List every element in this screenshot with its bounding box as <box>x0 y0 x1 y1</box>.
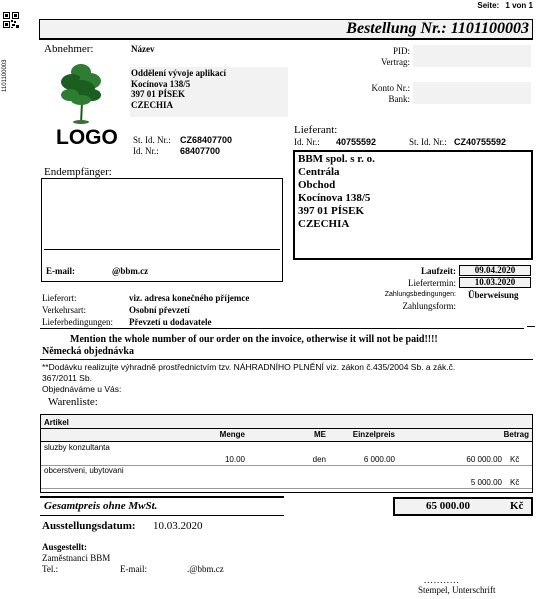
table-header-line <box>41 428 532 429</box>
buyer-id-label: Id. Nr.: <box>133 146 159 156</box>
issuer-email-value: .@bbm.cz <box>187 564 224 574</box>
recipient-label: Endempfänger: <box>44 166 112 178</box>
recipient-divider <box>44 249 280 250</box>
supplier-address-line: Kocínova 138/5 <box>298 192 371 204</box>
delivery-divider <box>40 328 524 329</box>
laufzeit-label: Laufzeit: <box>421 266 456 276</box>
note-line-1: **Dodávku realizujte výhradně prostřednictvím tzv. NÁHRADNÍHO PLNĚNÍ viz. zákon č.435/2004 Sb. a zák.č. <box>42 362 456 372</box>
subject-text: Německá objednávka <box>42 346 134 357</box>
order-title: Bestellung Nr.: 1101100003 <box>346 20 529 37</box>
supplier-address-line: CZECHIA <box>298 218 350 230</box>
issuer-name: Zaměstnanci BBM <box>42 553 111 563</box>
supplier-address-line: BBM spol. s r. o. <box>298 153 375 165</box>
buyer-address-line: CZECHIA <box>131 99 174 110</box>
table-row-currency: Kč <box>510 455 520 464</box>
tree-logo-icon <box>60 62 102 124</box>
subject-divider <box>40 359 533 360</box>
page-label: Seite: <box>477 1 500 10</box>
table-row-menge: 10.00 <box>224 455 245 464</box>
issue-value: 10.03.2020 <box>153 520 203 532</box>
table-row-divider <box>41 488 532 489</box>
qr-code-icon <box>3 12 19 44</box>
table-row-currency: Kč <box>510 478 520 487</box>
lieferort-label: Lieferort: <box>42 293 77 303</box>
supplier-id-label: Id. Nr.: <box>294 137 320 147</box>
recipient-box <box>41 178 283 282</box>
buyer-address <box>131 68 226 110</box>
konto-value <box>413 82 531 93</box>
table-row-einzelpreis: 6 000.00 <box>363 455 395 464</box>
supplier-vat-label: St. Id. Nr.: <box>409 137 447 147</box>
issue-label: Ausstellungsdatum: <box>42 520 136 532</box>
total-label: Gesamtpreis ohne MwSt. <box>44 500 158 512</box>
supplier-address <box>298 153 375 231</box>
bank-label: Bank: <box>388 94 410 104</box>
supplier-label: Lieferant: <box>294 124 338 136</box>
buyer-address-line: Kocínova 138/5 <box>131 78 191 89</box>
fold-mark <box>527 326 535 327</box>
pid-value <box>413 45 531 56</box>
total-line-top <box>40 496 284 498</box>
zahlungsbed-value: Überweisung <box>468 290 519 300</box>
vertical-order-number: 1101100003 <box>2 59 8 92</box>
note-line-3: Objednáváme u Vás: <box>42 384 122 394</box>
table-row-name: sluzby konzultanta <box>44 443 110 452</box>
liefertermin-label: Liefertermin: <box>408 278 456 288</box>
col-artikel: Artikel <box>44 418 69 427</box>
recipient-email-label: E-mail: <box>46 266 75 276</box>
lieferbed-value: Převzetí u dodavatele <box>129 317 212 327</box>
recipient-email-value: @bbm.cz <box>112 266 149 276</box>
lieferbed-label: Lieferbedingungen: <box>42 317 113 327</box>
logo-text: LOGO <box>56 126 118 149</box>
laufzeit-value: 09.04.2020 <box>459 265 531 276</box>
verkehrsart-label: Verkehrsart: <box>42 305 86 315</box>
col-me: ME <box>314 430 326 439</box>
total-line-bottom <box>40 515 284 516</box>
buyer-vat-value: CZ68407700 <box>180 135 233 145</box>
supplier-address-line: Obchod <box>298 179 336 191</box>
buyer-id-value: 68407700 <box>180 146 221 156</box>
signature-label: Stempel, Unterschrift <box>418 585 496 595</box>
issuer-label: Ausgestellt: <box>42 542 87 552</box>
total-value: 65 000.00 <box>426 500 470 512</box>
supplier-address-line: 397 01 PÍSEK <box>298 205 365 217</box>
zahlungsform-label: Zahlungsform: <box>402 301 456 311</box>
buyer-address-line: Oddělení vývoje aplikací <box>131 68 227 78</box>
konto-label: Konto Nr.: <box>371 83 410 93</box>
table-header-bottom <box>41 441 532 442</box>
supplier-id-value: 40755592 <box>336 137 377 147</box>
notice-text: Mention the whole number of our order on the invoice, otherwise it will not be paid!!!! <box>70 334 438 345</box>
signature-dots: ........... <box>424 575 460 585</box>
bank-value <box>413 93 531 104</box>
note-line-2: 367/2011 Sb. <box>42 373 92 383</box>
zahlungsbed-label: Zahlungsbedingungen: <box>384 291 456 298</box>
buyer-vat-label: St. Id. Nr.: <box>133 135 171 145</box>
warenliste-label: Warenliste: <box>48 396 98 408</box>
table-row-me: den <box>312 455 326 464</box>
lieferort-value: viz. adresa konečného příjemce <box>129 293 250 303</box>
issuer-tel-label: Tel.: <box>42 564 59 574</box>
vertrag-label: Vertrag: <box>381 57 410 67</box>
issuer-email-label: E-mail: <box>120 564 147 574</box>
vertrag-value <box>413 56 531 67</box>
table-row-betrag: 5 000.00 <box>470 478 502 487</box>
col-menge: Menge <box>219 430 245 439</box>
liefertermin-value: 10.03.2020 <box>459 277 531 288</box>
table-row-name: obcerstveni, ubytovani <box>44 466 124 475</box>
supplier-vat-value: CZ40755592 <box>454 137 507 147</box>
buyer-address-line: 397 01 PÍSEK <box>131 89 186 99</box>
buyer-label: Abnehmer: <box>44 43 94 55</box>
buyer-name-label: Název <box>131 44 155 54</box>
total-currency: Kč <box>510 500 524 512</box>
supplier-address-line: Centrála <box>298 166 340 178</box>
page-value: 1 von 1 <box>505 1 533 10</box>
col-einzelpreis: Einzelpreis <box>352 430 395 439</box>
page-number <box>477 1 533 10</box>
col-betrag: Betrag <box>503 430 529 439</box>
verkehrsart-value: Osobní převzetí <box>129 305 190 315</box>
table-row-betrag: 60 000.00 <box>466 455 502 464</box>
pid-label: PID: <box>392 46 410 56</box>
